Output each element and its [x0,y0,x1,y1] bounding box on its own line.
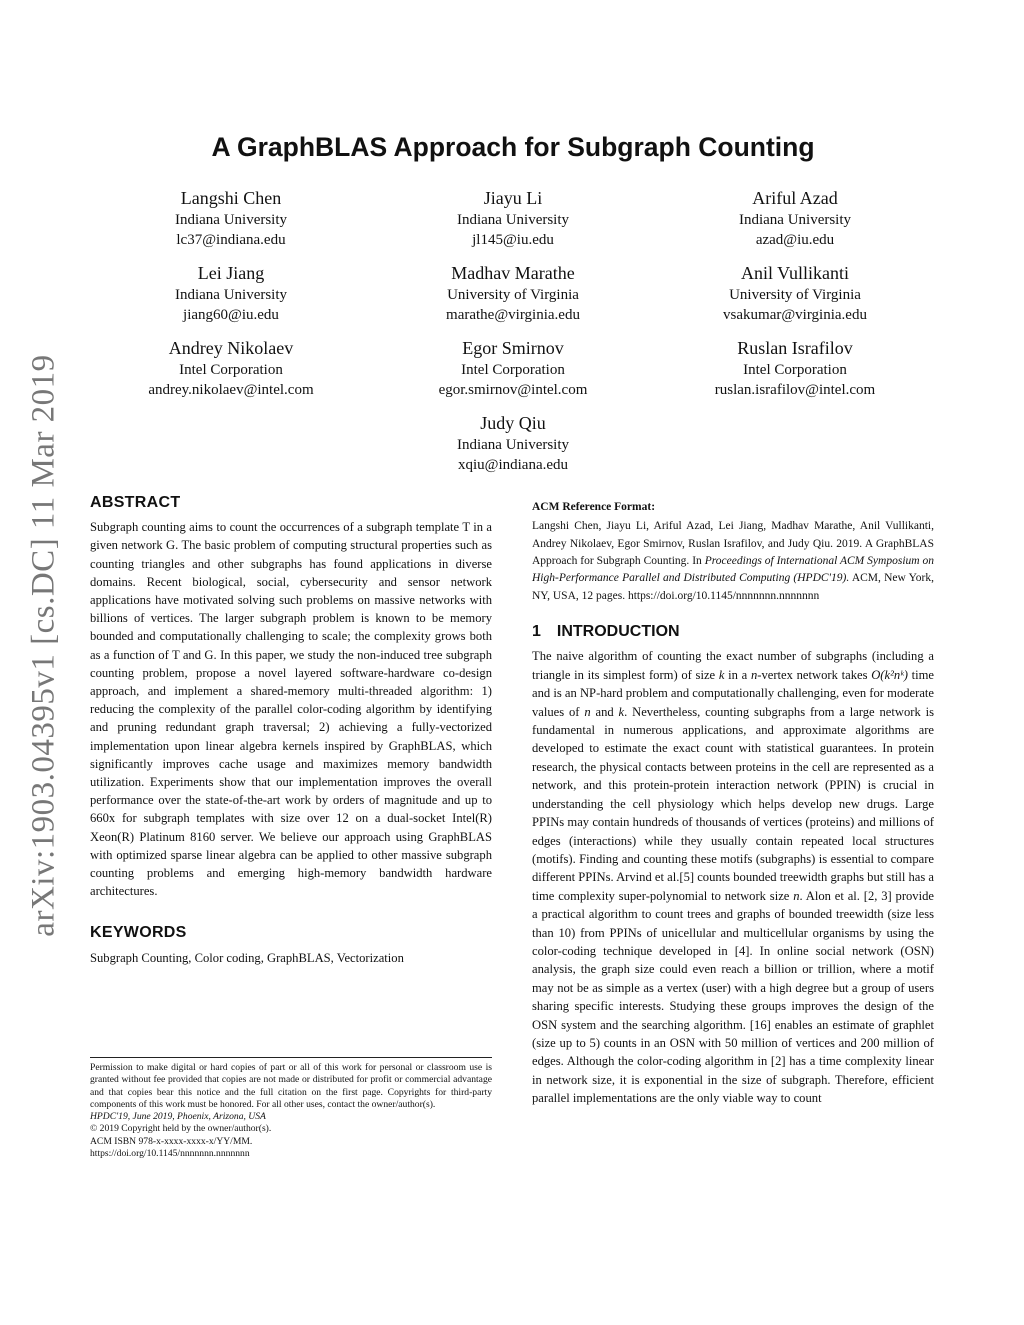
author-email: egor.smirnov@intel.com [438,382,588,398]
math-n: n [750,667,758,682]
section-number: 1 [532,623,541,641]
math-complexity: O(k²nᵏ) [871,667,908,682]
author-entry [90,336,372,400]
author-email: xqiu@indiana.edu [457,457,569,473]
author-affiliation: University of Virginia [729,287,861,303]
footnote-divider [90,1057,492,1058]
author-entry [90,186,372,250]
author-email: azad@iu.edu [755,232,835,248]
introduction-text [532,647,934,1107]
author-affiliation: Intel Corporation [179,362,283,378]
author-name: Andrey Nikolaev [168,338,294,358]
author-affiliation: Indiana University [456,212,570,228]
author-entry [372,411,654,475]
author-affiliation: Intel Corporation [743,362,847,378]
author-entry [372,261,654,325]
doi-link[interactable]: https://doi.org/10.1145/nnnnnnn.nnnnnnn [90,1148,250,1160]
permission-notice: Permission to make digital or hard copies of part or all of this work for personal or classroom use is granted without fee provided that copies are not made or distributed for profit or commercial advantage and that copies bear this notice and the full citation on the first page. Copyrights for third-party components of this work must be honored. For all other uses, contact the owner/author(s). [90,1062,492,1110]
author-affiliation: University of Virginia [447,287,579,303]
intro-text-3: -vertex network takes [757,667,868,682]
author-name: Ariful Azad [752,188,838,208]
arxiv-sidebar [24,345,64,945]
intro-text-6: . Alon et al. [2, 3] provide a practical algorithm to count trees and graphs of bounded treewidth (size less than 10) from PPINs of unicellular and multicellular organisms by using the color-coding technique developed in [4]. In online social network (OSN) analysis, the graph size could even reach a billion or trillion, where a motif may not be as simple as a vertex (user) with a high degree but a group of users sharing specific interests. Studying these groups improves the design of the OSN system and the searching algorithm. [16] enables an estimate of graphlet (size up to 5) counts in an OSN with 50 million of vertices and 200 million of edges. Although the color-coding algorithm in [2] has a time complexity linear in network size, it is exponential in the size of subgraph. Therefore, efficient parallel implementations are the only viable way to count [532,888,934,1106]
author-name: Langshi Chen [180,188,282,208]
author-entry [90,261,372,325]
author-name: Anil Vullikanti [740,263,850,283]
author-name: Ruslan Israfilov [737,338,853,358]
intro-text-2: in a [728,667,748,682]
author-affiliation: Indiana University [174,212,288,228]
math-n: n [793,888,800,903]
abstract-heading: ABSTRACT [90,494,181,511]
author-name: Madhav Marathe [451,263,575,283]
abstract-text: Subgraph counting aims to count the occurrences of a subgraph template T in a given network G. The basic problem of computing structural properties such as counting triangles and other subgraphs has found applications in diverse domains. Recent biological, social, cybersecurity and sensor network applications have motivated solving such problems on massive networks with billions of vertices. The larger subgraph problem is known to be memory bounded and computationally challenging to scale; the complexity grows both as a function of T and G. In this paper, we study the non-induced tree subgraph counting problem, propose a novel layered software-hardware co-design approach, and implement a shared-memory multi-threaded algorithm: 1) reducing the complexity of the parallel color-coding algorithm by identifying and pruning redundant graph traversal; 2) achieving a fully-vectorized implementation upon linear algebra kernels inspired by GraphBLAS, which significantly improves cache usage and maximizes memory bandwidth utilization. Experiments show that our implementation improves the overall performance over the state-of-the-art work by orders of magnitude and up to 660x for subgraph templates with size over 12 on a dual-socket Intel(R) Xeon(R) Platinum 8160 server. We believe our approach using GraphBLAS with optimized sparse linear algebra can be applied to other massive subgraph counting problems and emerging high-memory bandwidth hardware architectures. [90,520,492,899]
acm-reference-text [532,518,934,605]
keywords-heading: KEYWORDS [90,924,187,942]
reference-publisher[interactable]: ACM, New York, NY, USA, 12 pages. https://doi.org/10.1145/nnnnnnn.nnnnnnn [532,572,934,602]
author-email: jiang60@iu.edu [183,307,279,323]
author-entry [372,336,654,400]
intro-text-1: The naive algorithm of counting the exact number of subgraphs (including a triangle in its simplest form) of size [532,649,934,682]
author-entry [654,186,936,250]
author-affiliation: Indiana University [456,437,570,453]
conference-venue: HPDC'19, June 2019, Phoenix, Arizona, USA [90,1111,266,1123]
author-email: marathe@virginia.edu [446,307,580,323]
author-name: Lei Jiang [197,263,265,283]
math-k: k [618,704,625,719]
author-entry [654,261,936,325]
reference-authors: Langshi Chen, Jiayu Li, Ariful Azad, Lei Jiang, Madhav Marathe, Anil Vullikanti, Andrey Nikolaev, Egor Smirnov, Ruslan Israfilov, and Judy Qiu. 2019. A GraphBLAS Approach for Subgraph Counting. In [532,520,934,568]
author-entry [654,336,936,400]
math-k: k [718,667,725,682]
author-name: Egor Smirnov [462,338,564,358]
arxiv-identifier: arXiv:1903.04395v1 [cs.DC] 11 Mar 2019 [25,353,62,937]
intro-text-4: time and is an NP-hard problem and computationally challenging, even for moderate values of [532,667,934,719]
author-email: ruslan.israfilov@intel.com [714,382,876,398]
author-block [90,186,936,475]
section-title: INTRODUCTION [556,623,680,641]
keywords-text: Subgraph Counting, Color coding, GraphBLAS, Vectorization [90,950,404,965]
author-email: jl145@iu.edu [472,232,554,248]
author-email: andrey.nikolaev@intel.com [148,382,314,398]
acm-reference-heading: ACM Reference Format: [532,501,656,513]
author-affiliation: Indiana University [738,212,852,228]
author-affiliation: Indiana University [174,287,288,303]
copyright-block [90,1062,492,1160]
author-email: vsakumar@virginia.edu [723,307,867,323]
copyright-holder: © 2019 Copyright held by the owner/author(s). [90,1123,272,1135]
author-name: Jiayu Li [483,188,543,208]
author-name: Judy Qiu [480,413,546,433]
right-column [532,498,934,1108]
isbn: ACM ISBN 978-x-xxxx-xxxx-x/YY/MM. [90,1135,253,1147]
intro-text-and: and [595,704,614,719]
author-email: lc37@indiana.edu [176,232,286,248]
author-entry [372,186,654,250]
paper-title: A GraphBLAS Approach for Subgraph Counting [211,132,815,162]
introduction-heading [532,623,934,641]
intro-text-5: . Nevertheless, counting subgraphs from a large network is fundamental in numerous applications, and approximate algorithms are developed to estimate the exact count with statistical guarantees. In protein research, the physical contacts between proteins in the cell are represented as a network, and this protein-protein interaction network (PPIN) is crucial in understanding the cell physiology which helps develop new drugs. Large PPINs may contain hundreds of thousands of vertices (proteins) and millions of edges (interactions) while they usually contain repeated local structures (motifs). Finding and counting these motifs (subgraphs) is essential to compare different PPINs. Arvind et al.[5] counts bounded treewidth graphs but still has a time complexity super-polynomial to network size [532,704,934,903]
author-affiliation: Intel Corporation [461,362,565,378]
reference-proceedings: Proceedings of International ACM Symposium on High-Performance Parallel and Distributed Computing (HPDC'19). [532,555,934,585]
math-n: n [584,704,591,719]
left-column [90,494,492,967]
